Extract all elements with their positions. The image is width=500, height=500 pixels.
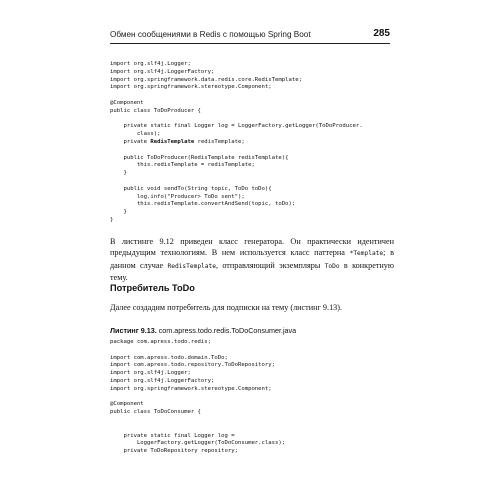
- paragraph-text: ; в данном случае: [110, 248, 395, 270]
- listing-file: com.apress.todo.redis.ToDoConsumer.java: [156, 326, 297, 335]
- code-line: LoggerFactory.getLogger(ToDoConsumer.class);: [110, 440, 286, 447]
- code-line: this.redisTemplate = redisTemplate;: [110, 162, 255, 169]
- code-line: this.redisTemplate.convertAndSend(topic, toDo);: [110, 201, 296, 208]
- listing-label: Листинг 9.13.: [110, 326, 157, 335]
- code-line: import org.slf4j.LoggerFactory;: [110, 68, 215, 75]
- code-line: }: [110, 170, 127, 177]
- code-block-consumer: [110, 339, 285, 456]
- paragraph-text: В листинге 9.12 приведен класс генератора. Он практически идентичен предыдущим технологиям. В нем используется класс паттерна: [110, 237, 394, 258]
- code-line: [110, 147, 363, 155]
- code-line: import org.slf4j.Logger;: [110, 370, 191, 377]
- code-line: import org.springframework.stereotype.Component;: [110, 84, 272, 91]
- code-line: [110, 178, 363, 186]
- code-block-producer: [110, 61, 363, 225]
- header-title: Обмен сообщениями в Redis с помощью Spring Boot: [110, 30, 311, 39]
- inline-code: *Template: [349, 250, 384, 258]
- code-line: private static final Logger log = LoggerFactory.getLogger(ToDoProducer.: [110, 123, 363, 130]
- code-line: log.info("Producer> ToDo sent");: [110, 193, 245, 200]
- listing-caption: [110, 326, 296, 336]
- code-line: import org.springframework.data.redis.core.RedisTemplate;: [110, 76, 302, 83]
- code-line: public void sendTo(String topic, ToDo toDo){: [110, 185, 272, 192]
- code-line: }: [110, 216, 114, 223]
- running-header: [110, 29, 390, 44]
- code-line: }: [110, 209, 127, 216]
- code-line: [110, 92, 363, 100]
- code-line: import com.apress.todo.repository.ToDoRepository;: [110, 362, 276, 369]
- code-line: public class ToDoProducer {: [110, 107, 201, 114]
- code-line: @Component: [110, 401, 144, 408]
- code-line: import org.springframework.stereotype.Component;: [110, 385, 272, 392]
- code-line: public ToDoProducer(RedisTemplate redisTemplate){: [110, 154, 289, 161]
- code-line: import com.apress.todo.domain.ToDo;: [110, 354, 228, 361]
- code-line: [110, 425, 285, 433]
- paragraph-producer-description: [110, 236, 394, 283]
- paragraph-text: , отправляющий экземпляры: [215, 260, 325, 270]
- code-line: import org.slf4j.Logger;: [110, 61, 191, 67]
- page-number: 285: [373, 28, 390, 39]
- code-line: import org.slf4j.LoggerFactory;: [110, 377, 215, 384]
- code-line: private ToDoRepository repository;: [110, 448, 238, 455]
- code-line: package com.apress.todo.redis;: [110, 339, 212, 345]
- paragraph-consumer-intro: Далее создадим потребитель для подписки на тему (листинг 9.13).: [110, 303, 343, 312]
- code-line: private RedisTemplate redisTemplate;: [110, 138, 245, 145]
- code-line: [110, 116, 363, 124]
- inline-code: ToDo: [324, 262, 340, 270]
- section-title: Потребитель ToDo: [110, 283, 195, 293]
- code-line: [110, 347, 285, 355]
- code-line: public class ToDoConsumer {: [110, 409, 201, 416]
- inline-code: RedisTemplate: [167, 262, 216, 270]
- code-line: private static final Logger log =: [110, 432, 235, 439]
- paragraph-text: в конкретную тему.: [110, 260, 395, 282]
- code-line: [110, 417, 285, 425]
- code-line: class);: [110, 131, 161, 138]
- code-line: @Component: [110, 99, 144, 106]
- code-line: [110, 394, 285, 402]
